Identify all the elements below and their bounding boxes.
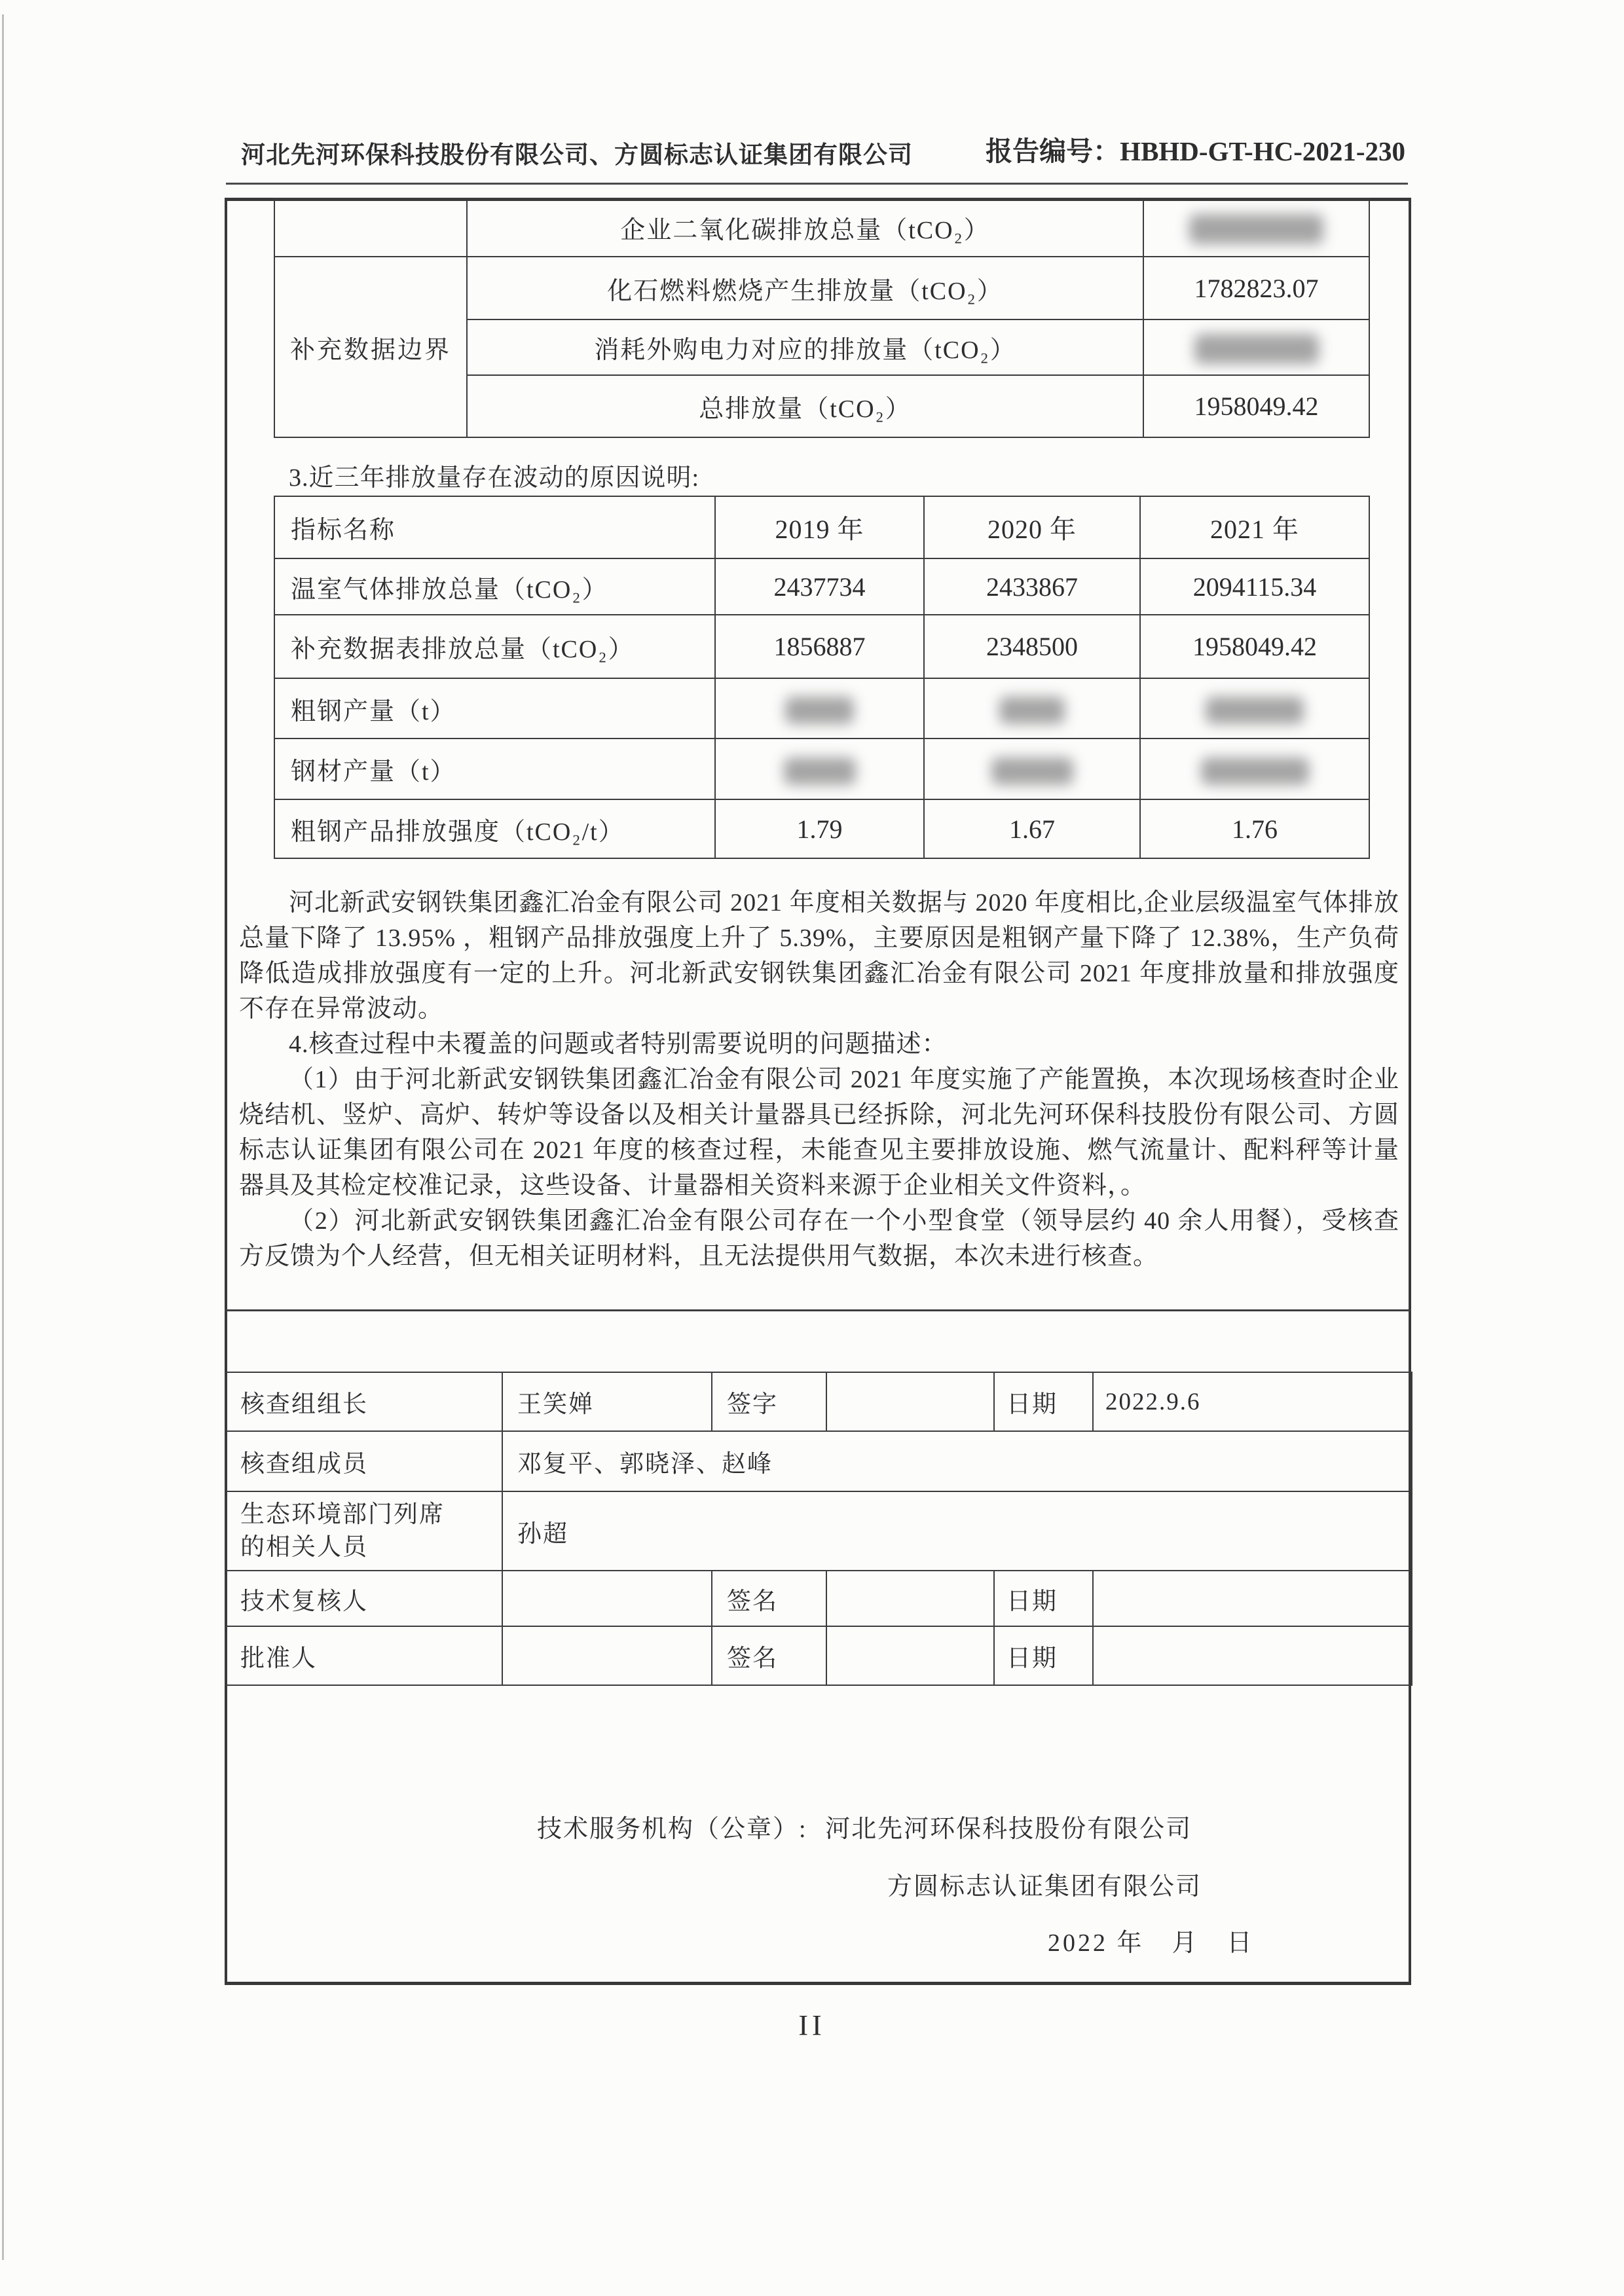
table-header-row (274, 496, 1369, 558)
sig-sign-area (826, 1571, 994, 1626)
metric-label: 粗钢产品排放强度（tCO₂/t） (274, 799, 715, 858)
section4-heading: 4.核查过程中未覆盖的问题或者特别需要说明的问题描述： (289, 1030, 948, 1058)
table-row (225, 1491, 1412, 1571)
sig-date-label: 日期 (994, 1626, 1093, 1685)
table-row (274, 678, 1369, 738)
redacted-value (1189, 214, 1323, 244)
redacted-value (991, 757, 1073, 785)
redacted-value (1206, 697, 1304, 724)
section4-item2: （2）河北新武安钢铁集团鑫汇冶金有限公司存在一个小型食堂（领导层约 40 余人用餐），受核查方反馈为个人经营，但无相关证明材料，且无法提供用气数据，本次未进行核查。 (239, 1207, 1399, 1270)
scan-artifact-edge (2, 14, 4, 2260)
service-org-label: 技术服务机构（公章）: (537, 1815, 807, 1843)
sig-role-label: 核查组组长 (225, 1372, 502, 1431)
table-row (274, 198, 1369, 257)
sig-date-label: 日期 (994, 1571, 1093, 1626)
sig-date-value (1093, 1571, 1412, 1626)
indicator-label: 总排放量（tCO₂） (467, 375, 1143, 437)
indicator-value-redacted (1143, 198, 1369, 257)
page-number: II (798, 2009, 826, 2041)
column-header: 2021 年 (1140, 496, 1369, 558)
group-label: 补充数据边界 (289, 336, 451, 364)
sig-role-label: 批准人 (225, 1626, 502, 1685)
metric-label: 粗钢产量（t） (274, 678, 715, 738)
column-header: 2020 年 (924, 496, 1140, 558)
metric-value: 2094115.34 (1140, 558, 1369, 615)
empty-cell (274, 198, 467, 257)
table-row (274, 799, 1369, 858)
sig-role-label (225, 1491, 502, 1571)
table-row (225, 1431, 1412, 1491)
metric-label: 温室气体排放总量（tCO₂） (274, 558, 715, 615)
signature-table (225, 1372, 1412, 1686)
indicator-value: 1958049.42 (1143, 375, 1369, 437)
three-year-comparison-table (274, 496, 1370, 859)
table-row (225, 1571, 1412, 1626)
metric-value: 2437734 (715, 558, 924, 615)
group-label-cell (274, 257, 467, 437)
table-row (225, 1626, 1412, 1685)
metric-value: 1.79 (715, 799, 924, 858)
sig-role-label: 技术复核人 (225, 1571, 502, 1626)
metric-value-redacted (924, 738, 1140, 799)
report-number-label: 报告编号： (986, 136, 1120, 166)
header-rule (226, 183, 1408, 185)
table-row (274, 615, 1369, 678)
metric-label: 补充数据表排放总量（tCO₂） (274, 615, 715, 678)
metric-value: 1.76 (1140, 799, 1369, 858)
metric-value: 1856887 (715, 615, 924, 678)
service-org-line1 (537, 1808, 1192, 1844)
section3-heading: 3.近三年排放量存在波动的原因说明: (289, 464, 700, 492)
indicator-value-redacted (1143, 319, 1369, 375)
column-header: 2019 年 (715, 496, 924, 558)
redacted-value (1194, 334, 1319, 364)
sig-date-value: 2022.9.6 (1093, 1372, 1412, 1431)
table-row (225, 1372, 1412, 1431)
metric-value-redacted (924, 678, 1140, 738)
metric-value: 1958049.42 (1140, 615, 1369, 678)
supplementary-boundary-table (274, 198, 1370, 438)
sig-members-value: 邓复平、郭晓泽、赵峰 (502, 1431, 1412, 1491)
service-org-name1: 河北先河环保科技股份有限公司 (825, 1815, 1192, 1843)
sig-date-label: 日期 (994, 1372, 1093, 1431)
indicator-label: 消耗外购电力对应的排放量（tCO₂） (467, 319, 1143, 375)
sig-name-area (502, 1626, 712, 1685)
metric-value-redacted (1140, 678, 1369, 738)
sig-sign-area (826, 1372, 994, 1431)
column-header: 指标名称 (274, 496, 715, 558)
sig-sign-label: 签名 (712, 1626, 826, 1685)
table-row (274, 738, 1369, 799)
divider-line (225, 1309, 1411, 1311)
table-row (274, 257, 1369, 319)
fluctuation-explanation-paragraph: 河北新武安钢铁集团鑫汇冶金有限公司 2021 年度相关数据与 2020 年度相比,企业层级温室气体排放总量下降了 13.95% ，粗钢产品排放强度上升了 5.39%，主要原因是粗钢产量下降了 12.38%，生产负荷降低造成排放强度有一定的上升。河北新武安钢铁集团鑫汇冶金有限公司 2021 年度排放量和排放强度不存在异常波动。 (239, 889, 1399, 1023)
sig-date-value (1093, 1626, 1412, 1685)
redacted-value (785, 697, 854, 724)
table-row (274, 558, 1369, 615)
redacted-value (784, 757, 856, 785)
sig-name-area (502, 1571, 712, 1626)
metric-value-redacted (715, 738, 924, 799)
redacted-value (999, 697, 1065, 724)
metric-label: 钢材产量（t） (274, 738, 715, 799)
sig-observer-value: 孙超 (502, 1491, 1412, 1571)
indicator-value: 1782823.07 (1143, 257, 1369, 319)
sig-sign-label: 签字 (712, 1372, 826, 1431)
sig-role-label: 核查组成员 (225, 1431, 502, 1491)
metric-value-redacted (715, 678, 924, 738)
sig-role-label-text: 生态环境部门列席的相关人员 (240, 1501, 445, 1561)
metric-value: 2348500 (924, 615, 1140, 678)
report-number-value: HBHD-GT-HC-2021-230 (1120, 136, 1405, 166)
stamp-date-line: 2022 年 月 日 (1048, 1929, 1255, 1957)
page-header-title: 河北先河环保科技股份有限公司、方圆标志认证集团有限公司 (241, 142, 913, 169)
metric-value-redacted (1140, 738, 1369, 799)
section4-item1: （1）由于河北新武安钢铁集团鑫汇冶金有限公司 2021 年度实施了产能置换，本次现场核查时企业烧结机、竖炉、高炉、转炉等设备以及相关计量器具已经拆除，河北先河环保科技股份有限公司、方圆标志认证集团有限公司在 2021 年度的核查过程，未能查见主要排放设施、燃气流量计、配料秤等计量器具及其检定校准记录，这些设备、计量器相关资料来源于企业相关文件资料，。 (239, 1066, 1399, 1199)
sig-sign-label: 签名 (712, 1571, 826, 1626)
narrative-text (239, 885, 1399, 1274)
service-org-name2: 方圆标志认证集团有限公司 (887, 1873, 1202, 1901)
indicator-label: 化石燃料燃烧产生排放量（tCO₂） (467, 257, 1143, 319)
metric-value: 2433867 (924, 558, 1140, 615)
indicator-label: 企业二氧化碳排放总量（tCO₂） (467, 198, 1143, 257)
redacted-value (1201, 757, 1309, 785)
metric-value: 1.67 (924, 799, 1140, 858)
sig-sign-area (826, 1626, 994, 1685)
report-number (986, 130, 1405, 168)
sig-name: 王笑婵 (502, 1372, 712, 1431)
